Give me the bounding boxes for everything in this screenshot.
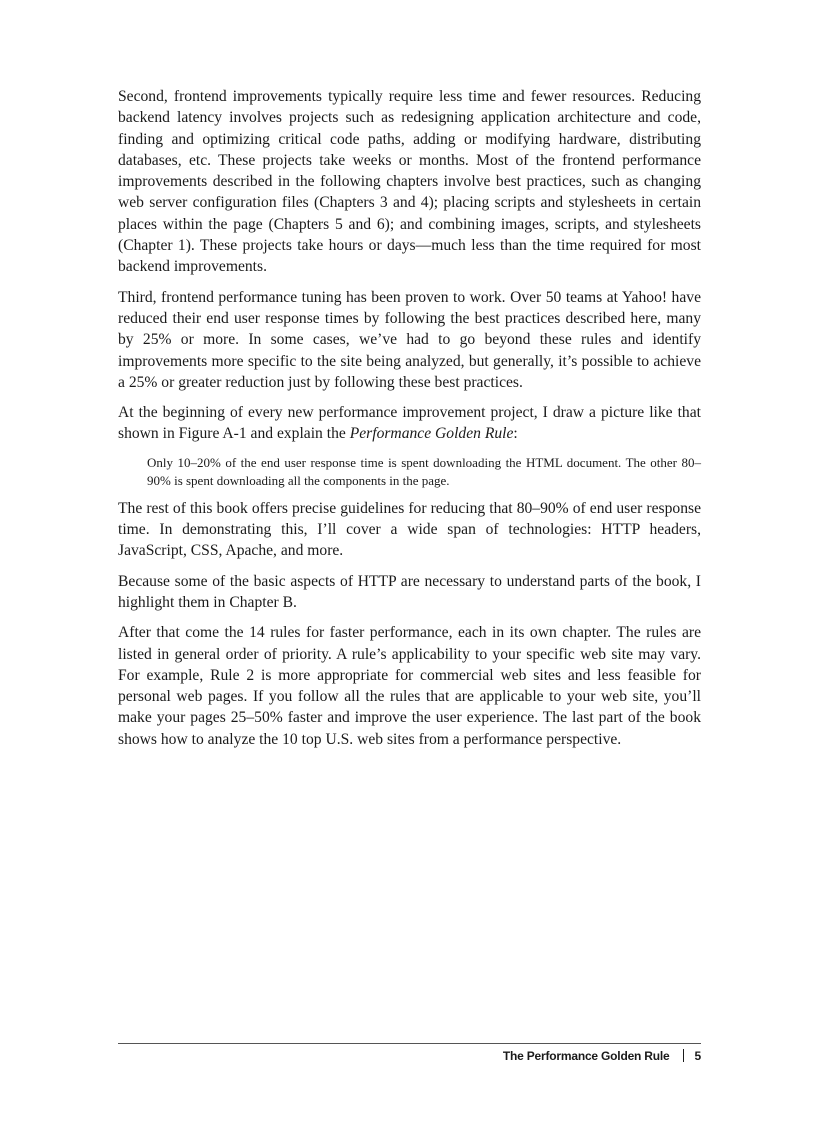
- paragraph-fourteen-rules: After that come the 14 rules for faster performance, each in its own chapter. The rules are listed in general order of priority. A rule’s applicability to your specific web site may vary. For example, Rule 2 is more appropriate for commercial web sites and less feasible for personal web pages. If you follow all the rules that are applicable to your web site, you’ll make your pages 25–50% faster and improve the user experience. The last part of the book shows how to analyze the 10 top U.S. web sites from a performance perspective.: [118, 624, 701, 748]
- paragraph-frontend-resources: Second, frontend improvements typically require less time and fewer resources. Reducing backend latency involves projects such as redesigning application architecture and code, finding and optimizing critical code paths, adding or modifying hardware, distributing databases, etc. These projects take weeks or months. Most of the frontend performance improvements described in the following chapters involve best practices, such as changing web server configuration files (Chapters 3 and 4); placing scripts and stylesheets in certain places within the page (Chapters 5 and 6); and combining images, scripts, and stylesheets (Chapter 1). These projects take hours or days—much less than the time required for most backend improvements.: [118, 88, 701, 276]
- paragraph-golden-rule-intro: [118, 402, 701, 445]
- paragraph-http-basics: Because some of the basic aspects of HTTP are necessary to understand parts of the book, I highlight them in Chapter B.: [118, 572, 701, 611]
- page-body: [118, 86, 701, 759]
- footer-divider: [118, 1043, 701, 1044]
- page-number: 5: [694, 1049, 701, 1063]
- golden-rule-term: Performance Golden Rule: [349, 425, 514, 443]
- golden-rule-quote: Only 10–20% of the end user response time is spent downloading the HTML document. The other 80–90% is spent downloading all the components in the page.: [147, 454, 701, 489]
- paragraph-proven-results: Third, frontend performance tuning has been proven to work. Over 50 teams at Yahoo! have reduced their end user response times by following the best practices described here, many by 25% or more. In some cases, we’ve had to go beyond these rules and identify improvements more specific to the site being analyzed, but generally, it’s possible to achieve a 25% or greater reduction just by following these best practices.: [118, 288, 701, 391]
- footer-separator: [683, 1049, 684, 1062]
- golden-rule-colon: :: [513, 425, 518, 443]
- golden-rule-intro-text: At the beginning of every new performance improvement project, I draw a picture like that shown in Figure A-1 and explain the: [118, 404, 701, 443]
- paragraph-book-guidelines: The rest of this book offers precise guidelines for reducing that 80–90% of end user response time. In demonstrating this, I’ll cover a wide span of technologies: HTTP headers, JavaScript, CSS, Apache, and more.: [118, 499, 701, 560]
- running-head-title: The Performance Golden Rule: [502, 1049, 670, 1063]
- page-footer: [118, 1048, 701, 1064]
